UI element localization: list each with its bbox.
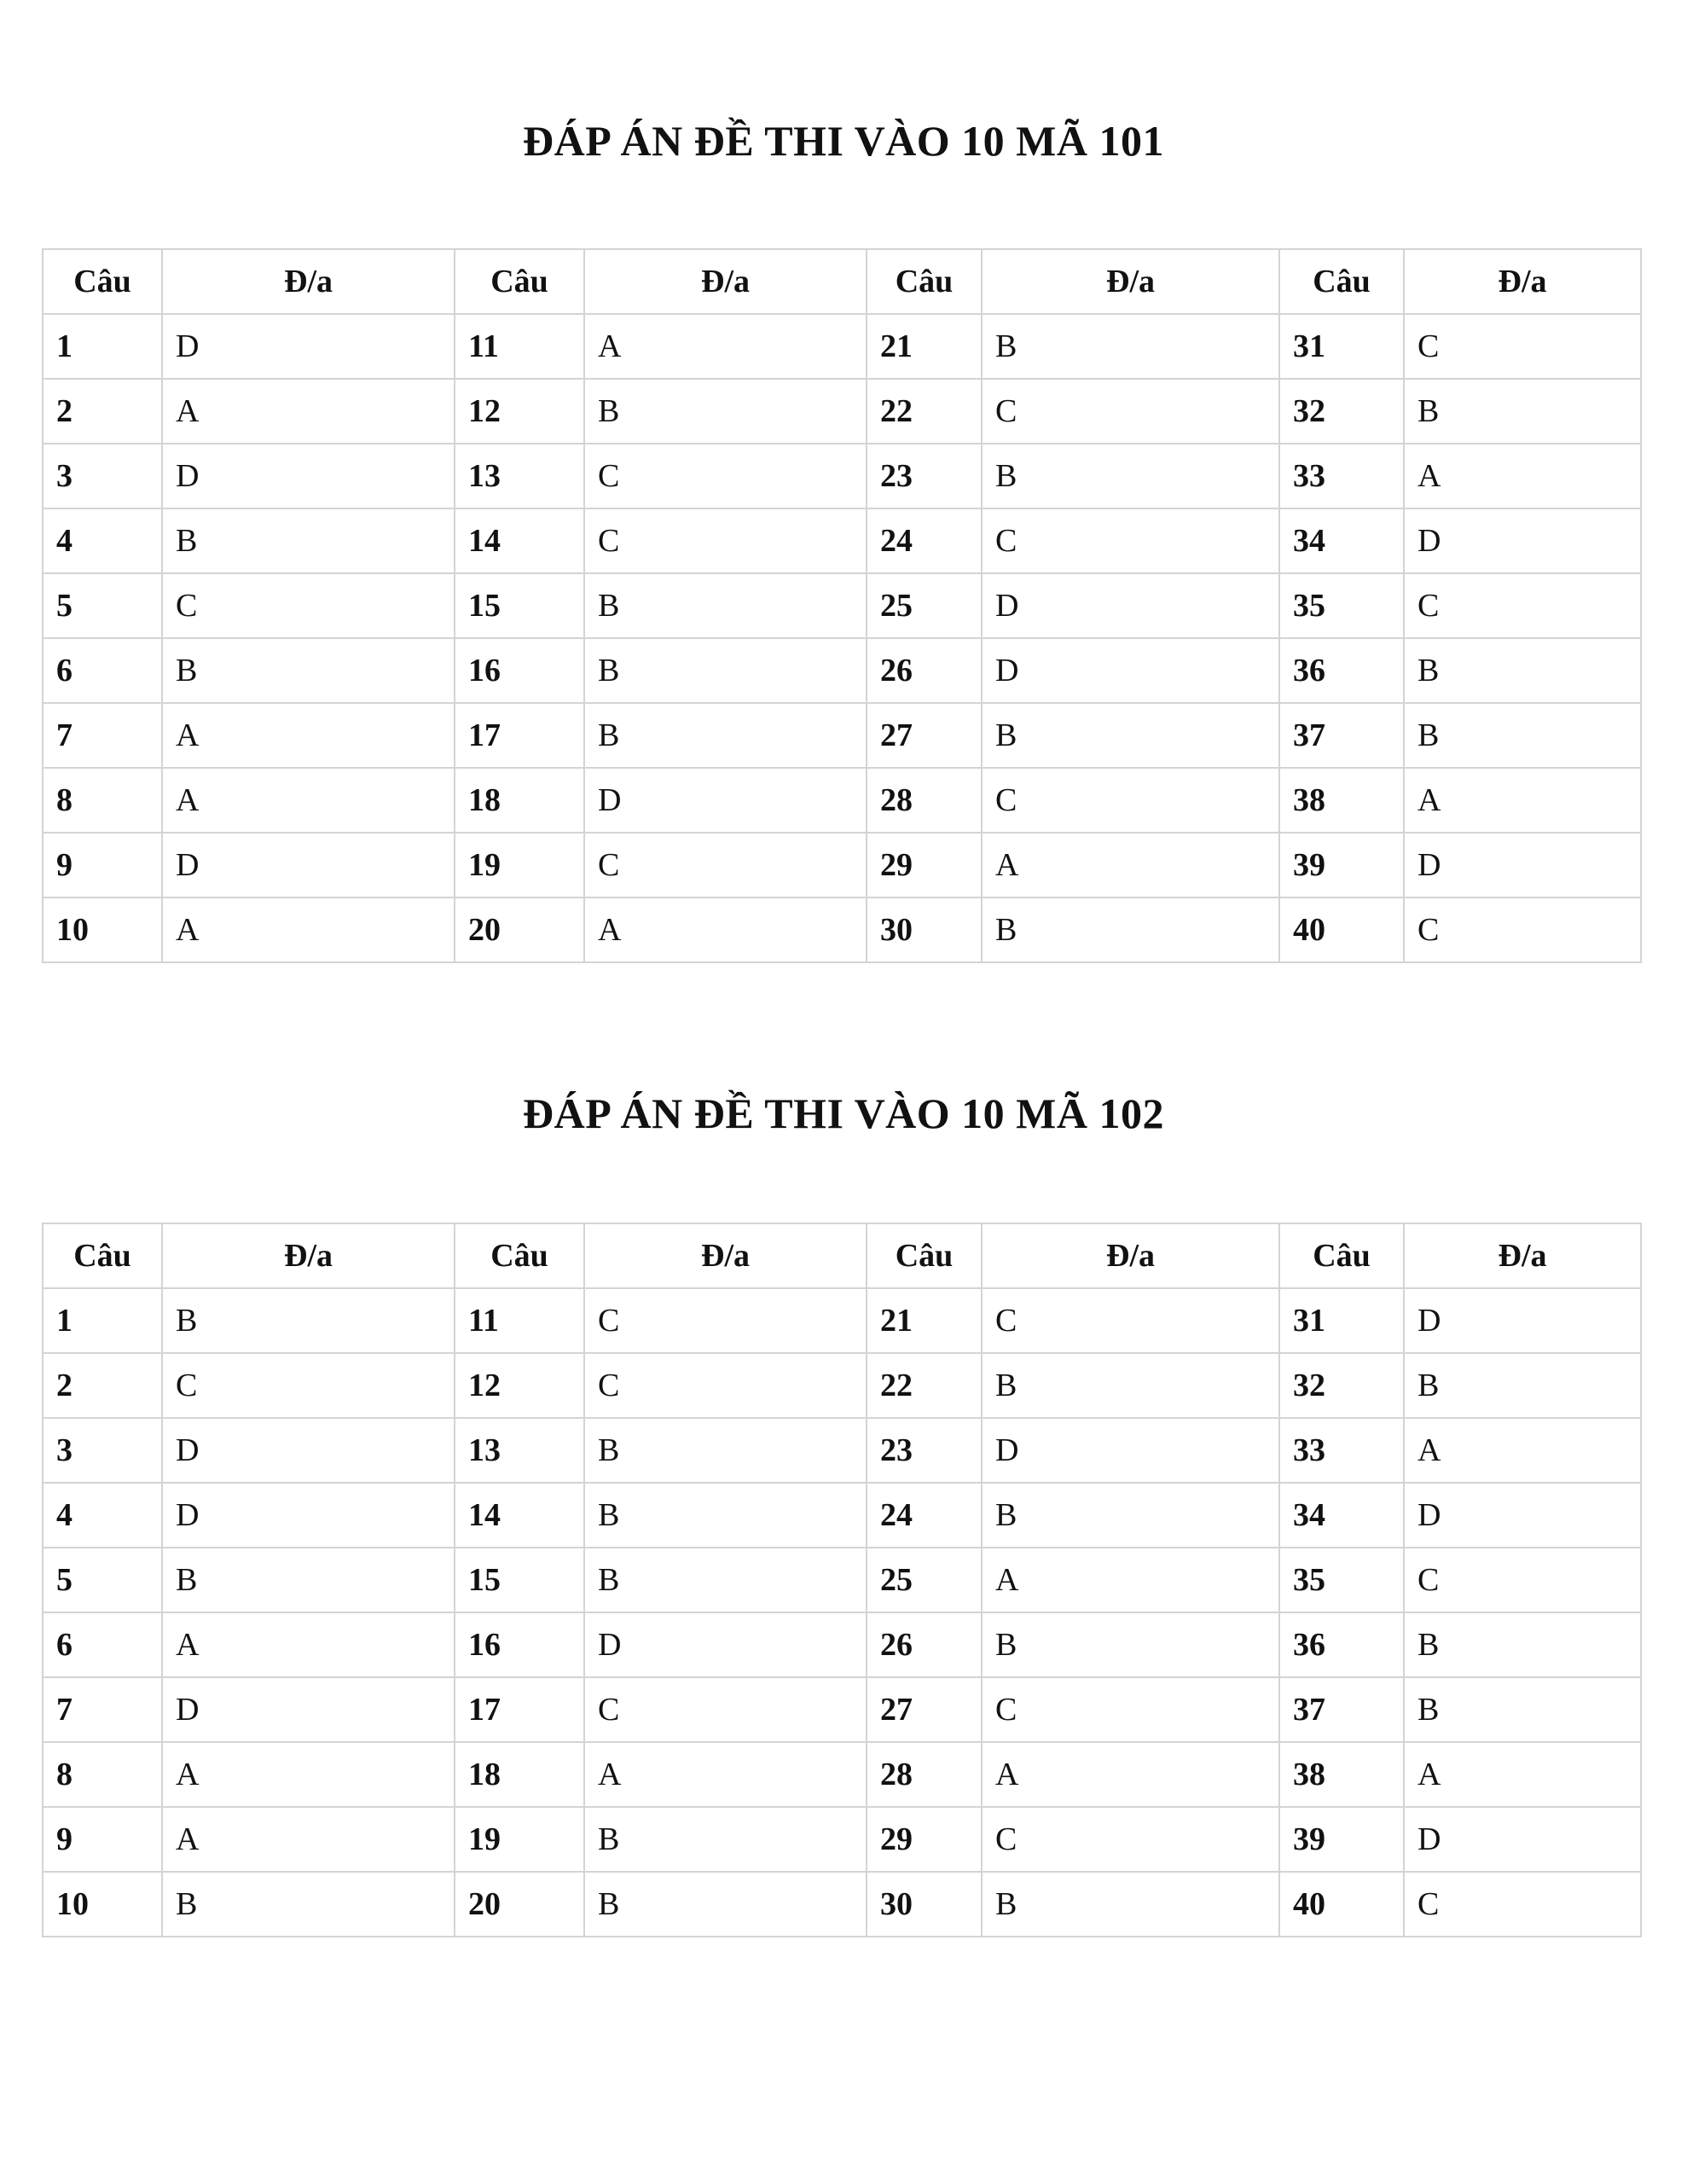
question-number-cell: 5 [43,1548,162,1612]
column-header-answer: Đ/a [1404,1223,1641,1288]
table-row [43,1483,1641,1548]
answer-table-body [43,314,1641,962]
answer-table-ma-101 [42,248,1642,963]
question-number-cell: 37 [1279,1677,1404,1742]
column-header-answer: Đ/a [162,249,455,314]
answer-cell: D [1404,1807,1641,1872]
question-number-cell: 27 [867,703,982,768]
question-number-cell: 27 [867,1677,982,1742]
table-header-row [43,249,1641,314]
question-number-cell: 35 [1279,1548,1404,1612]
question-number-cell: 25 [867,1548,982,1612]
answer-cell: B [982,1353,1279,1418]
column-header-answer: Đ/a [982,249,1279,314]
answer-cell: C [982,379,1279,444]
answer-cell: B [584,1872,867,1937]
answer-cell: B [982,1872,1279,1937]
question-number-cell: 18 [455,1742,584,1807]
section-title-ma-101: ĐÁP ÁN ĐỀ THI VÀO 10 MÃ 101 [523,117,1164,165]
table-row [43,508,1641,573]
answer-cell: A [162,703,455,768]
answer-cell: A [162,897,455,962]
answer-cell: A [162,1807,455,1872]
answer-cell: B [584,573,867,638]
table-row [43,897,1641,962]
answer-cell: D [1404,833,1641,897]
answer-cell: C [982,768,1279,833]
answer-cell: B [162,1872,455,1937]
answer-cell: C [1404,573,1641,638]
question-number-cell: 37 [1279,703,1404,768]
answer-cell: C [982,508,1279,573]
question-number-cell: 12 [455,1353,584,1418]
table-row [43,1807,1641,1872]
question-number-cell: 5 [43,573,162,638]
column-header-question: Câu [1279,1223,1404,1288]
answer-cell: A [982,1548,1279,1612]
answer-cell: A [1404,768,1641,833]
answer-cell: D [162,1677,455,1742]
answer-cell: B [1404,1612,1641,1677]
table-row [43,768,1641,833]
question-number-cell: 4 [43,1483,162,1548]
answer-cell: B [1404,1677,1641,1742]
answer-cell: B [584,1418,867,1483]
question-number-cell: 28 [867,768,982,833]
answer-cell: C [1404,314,1641,379]
answer-cell: B [584,379,867,444]
answer-cell: A [1404,1418,1641,1483]
answer-cell: A [1404,444,1641,508]
question-number-cell: 21 [867,1288,982,1353]
question-number-cell: 30 [867,897,982,962]
question-number-cell: 9 [43,833,162,897]
question-number-cell: 8 [43,1742,162,1807]
question-number-cell: 33 [1279,444,1404,508]
column-header-question: Câu [455,249,584,314]
question-number-cell: 1 [43,314,162,379]
answer-cell: C [162,1353,455,1418]
question-number-cell: 24 [867,1483,982,1548]
answer-cell: B [982,1483,1279,1548]
column-header-answer: Đ/a [584,249,867,314]
answer-cell: C [584,833,867,897]
answer-cell: B [982,444,1279,508]
table-row [43,1353,1641,1418]
question-number-cell: 21 [867,314,982,379]
answer-cell: B [1404,703,1641,768]
column-header-question: Câu [455,1223,584,1288]
answer-cell: D [1404,1483,1641,1548]
question-number-cell: 34 [1279,1483,1404,1548]
answer-cell: C [982,1677,1279,1742]
answer-cell: B [162,1548,455,1612]
column-header-question: Câu [43,1223,162,1288]
answer-cell: C [584,508,867,573]
question-number-cell: 24 [867,508,982,573]
table-header-row [43,1223,1641,1288]
answer-cell: D [1404,508,1641,573]
question-number-cell: 25 [867,573,982,638]
answer-cell: B [584,1807,867,1872]
table-row [43,1742,1641,1807]
question-number-cell: 9 [43,1807,162,1872]
answer-cell: B [162,508,455,573]
answer-cell: D [162,1483,455,1548]
question-number-cell: 22 [867,1353,982,1418]
question-number-cell: 38 [1279,768,1404,833]
question-number-cell: 26 [867,638,982,703]
question-number-cell: 32 [1279,379,1404,444]
question-number-cell: 16 [455,638,584,703]
answer-cell: B [584,1548,867,1612]
answer-cell: A [162,768,455,833]
question-number-cell: 15 [455,1548,584,1612]
table-row [43,444,1641,508]
answer-cell: D [584,768,867,833]
question-number-cell: 34 [1279,508,1404,573]
question-number-cell: 14 [455,1483,584,1548]
question-number-cell: 7 [43,703,162,768]
table-row [43,1548,1641,1612]
question-number-cell: 11 [455,1288,584,1353]
question-number-cell: 28 [867,1742,982,1807]
answer-cell: D [982,573,1279,638]
answer-cell: B [982,897,1279,962]
question-number-cell: 20 [455,897,584,962]
answer-cell: A [162,1742,455,1807]
table-row [43,1677,1641,1742]
answer-cell: B [1404,638,1641,703]
answer-cell: C [982,1807,1279,1872]
question-number-cell: 14 [455,508,584,573]
question-number-cell: 29 [867,1807,982,1872]
answer-cell: D [162,833,455,897]
answer-cell: D [982,1418,1279,1483]
question-number-cell: 39 [1279,1807,1404,1872]
column-header-question: Câu [43,249,162,314]
answer-cell: B [584,638,867,703]
answer-cell: C [584,1288,867,1353]
question-number-cell: 15 [455,573,584,638]
question-number-cell: 36 [1279,638,1404,703]
column-header-question: Câu [1279,249,1404,314]
answer-cell: D [1404,1288,1641,1353]
question-number-cell: 29 [867,833,982,897]
answer-cell: A [584,1742,867,1807]
question-number-cell: 39 [1279,833,1404,897]
question-number-cell: 26 [867,1612,982,1677]
column-header-question: Câu [867,249,982,314]
answer-cell: A [584,897,867,962]
question-number-cell: 1 [43,1288,162,1353]
answer-cell: A [982,1742,1279,1807]
table-row [43,1612,1641,1677]
answer-cell: B [584,703,867,768]
question-number-cell: 3 [43,1418,162,1483]
question-number-cell: 10 [43,1872,162,1937]
question-number-cell: 40 [1279,897,1404,962]
question-number-cell: 35 [1279,573,1404,638]
answer-table-ma-102 [42,1223,1642,1937]
answer-cell: B [1404,1353,1641,1418]
answer-cell: A [1404,1742,1641,1807]
table-row [43,1872,1641,1937]
question-number-cell: 32 [1279,1353,1404,1418]
column-header-answer: Đ/a [162,1223,455,1288]
column-header-answer: Đ/a [584,1223,867,1288]
answer-cell: B [982,703,1279,768]
question-number-cell: 19 [455,833,584,897]
question-number-cell: 7 [43,1677,162,1742]
answer-cell: B [982,314,1279,379]
table-row [43,379,1641,444]
answer-cell: B [982,1612,1279,1677]
column-header-answer: Đ/a [982,1223,1279,1288]
answer-cell: A [584,314,867,379]
column-header-answer: Đ/a [1404,249,1641,314]
question-number-cell: 31 [1279,1288,1404,1353]
answer-cell: D [982,638,1279,703]
answer-cell: C [584,1677,867,1742]
table-row [43,1288,1641,1353]
question-number-cell: 31 [1279,314,1404,379]
table-row [43,573,1641,638]
answer-cell: C [584,444,867,508]
question-number-cell: 30 [867,1872,982,1937]
answer-cell: C [1404,1872,1641,1937]
question-number-cell: 17 [455,1677,584,1742]
answer-cell: A [982,833,1279,897]
answer-cell: B [162,1288,455,1353]
question-number-cell: 11 [455,314,584,379]
answer-cell: A [162,379,455,444]
answer-cell: D [162,314,455,379]
answer-cell: D [162,1418,455,1483]
question-number-cell: 6 [43,1612,162,1677]
question-number-cell: 33 [1279,1418,1404,1483]
question-number-cell: 12 [455,379,584,444]
question-number-cell: 13 [455,444,584,508]
table-row [43,833,1641,897]
table-row [43,703,1641,768]
table-row [43,314,1641,379]
question-number-cell: 2 [43,1353,162,1418]
question-number-cell: 23 [867,444,982,508]
question-number-cell: 16 [455,1612,584,1677]
answer-cell: C [584,1353,867,1418]
answer-cell: B [1404,379,1641,444]
answer-cell: D [162,444,455,508]
question-number-cell: 10 [43,897,162,962]
column-header-question: Câu [867,1223,982,1288]
question-number-cell: 8 [43,768,162,833]
section-title-ma-102: ĐÁP ÁN ĐỀ THI VÀO 10 MÃ 102 [523,1089,1164,1137]
answer-cell: C [162,573,455,638]
question-number-cell: 18 [455,768,584,833]
table-row [43,1418,1641,1483]
question-number-cell: 2 [43,379,162,444]
answer-cell: B [584,1483,867,1548]
answer-cell: C [1404,1548,1641,1612]
question-number-cell: 17 [455,703,584,768]
answer-cell: C [982,1288,1279,1353]
answer-table-body [43,1288,1641,1937]
answer-cell: A [162,1612,455,1677]
answer-cell: B [162,638,455,703]
question-number-cell: 13 [455,1418,584,1483]
answer-cell: D [584,1612,867,1677]
question-number-cell: 20 [455,1872,584,1937]
question-number-cell: 6 [43,638,162,703]
question-number-cell: 4 [43,508,162,573]
question-number-cell: 38 [1279,1742,1404,1807]
question-number-cell: 3 [43,444,162,508]
answer-cell: C [1404,897,1641,962]
question-number-cell: 22 [867,379,982,444]
table-row [43,638,1641,703]
question-number-cell: 19 [455,1807,584,1872]
question-number-cell: 40 [1279,1872,1404,1937]
question-number-cell: 23 [867,1418,982,1483]
question-number-cell: 36 [1279,1612,1404,1677]
